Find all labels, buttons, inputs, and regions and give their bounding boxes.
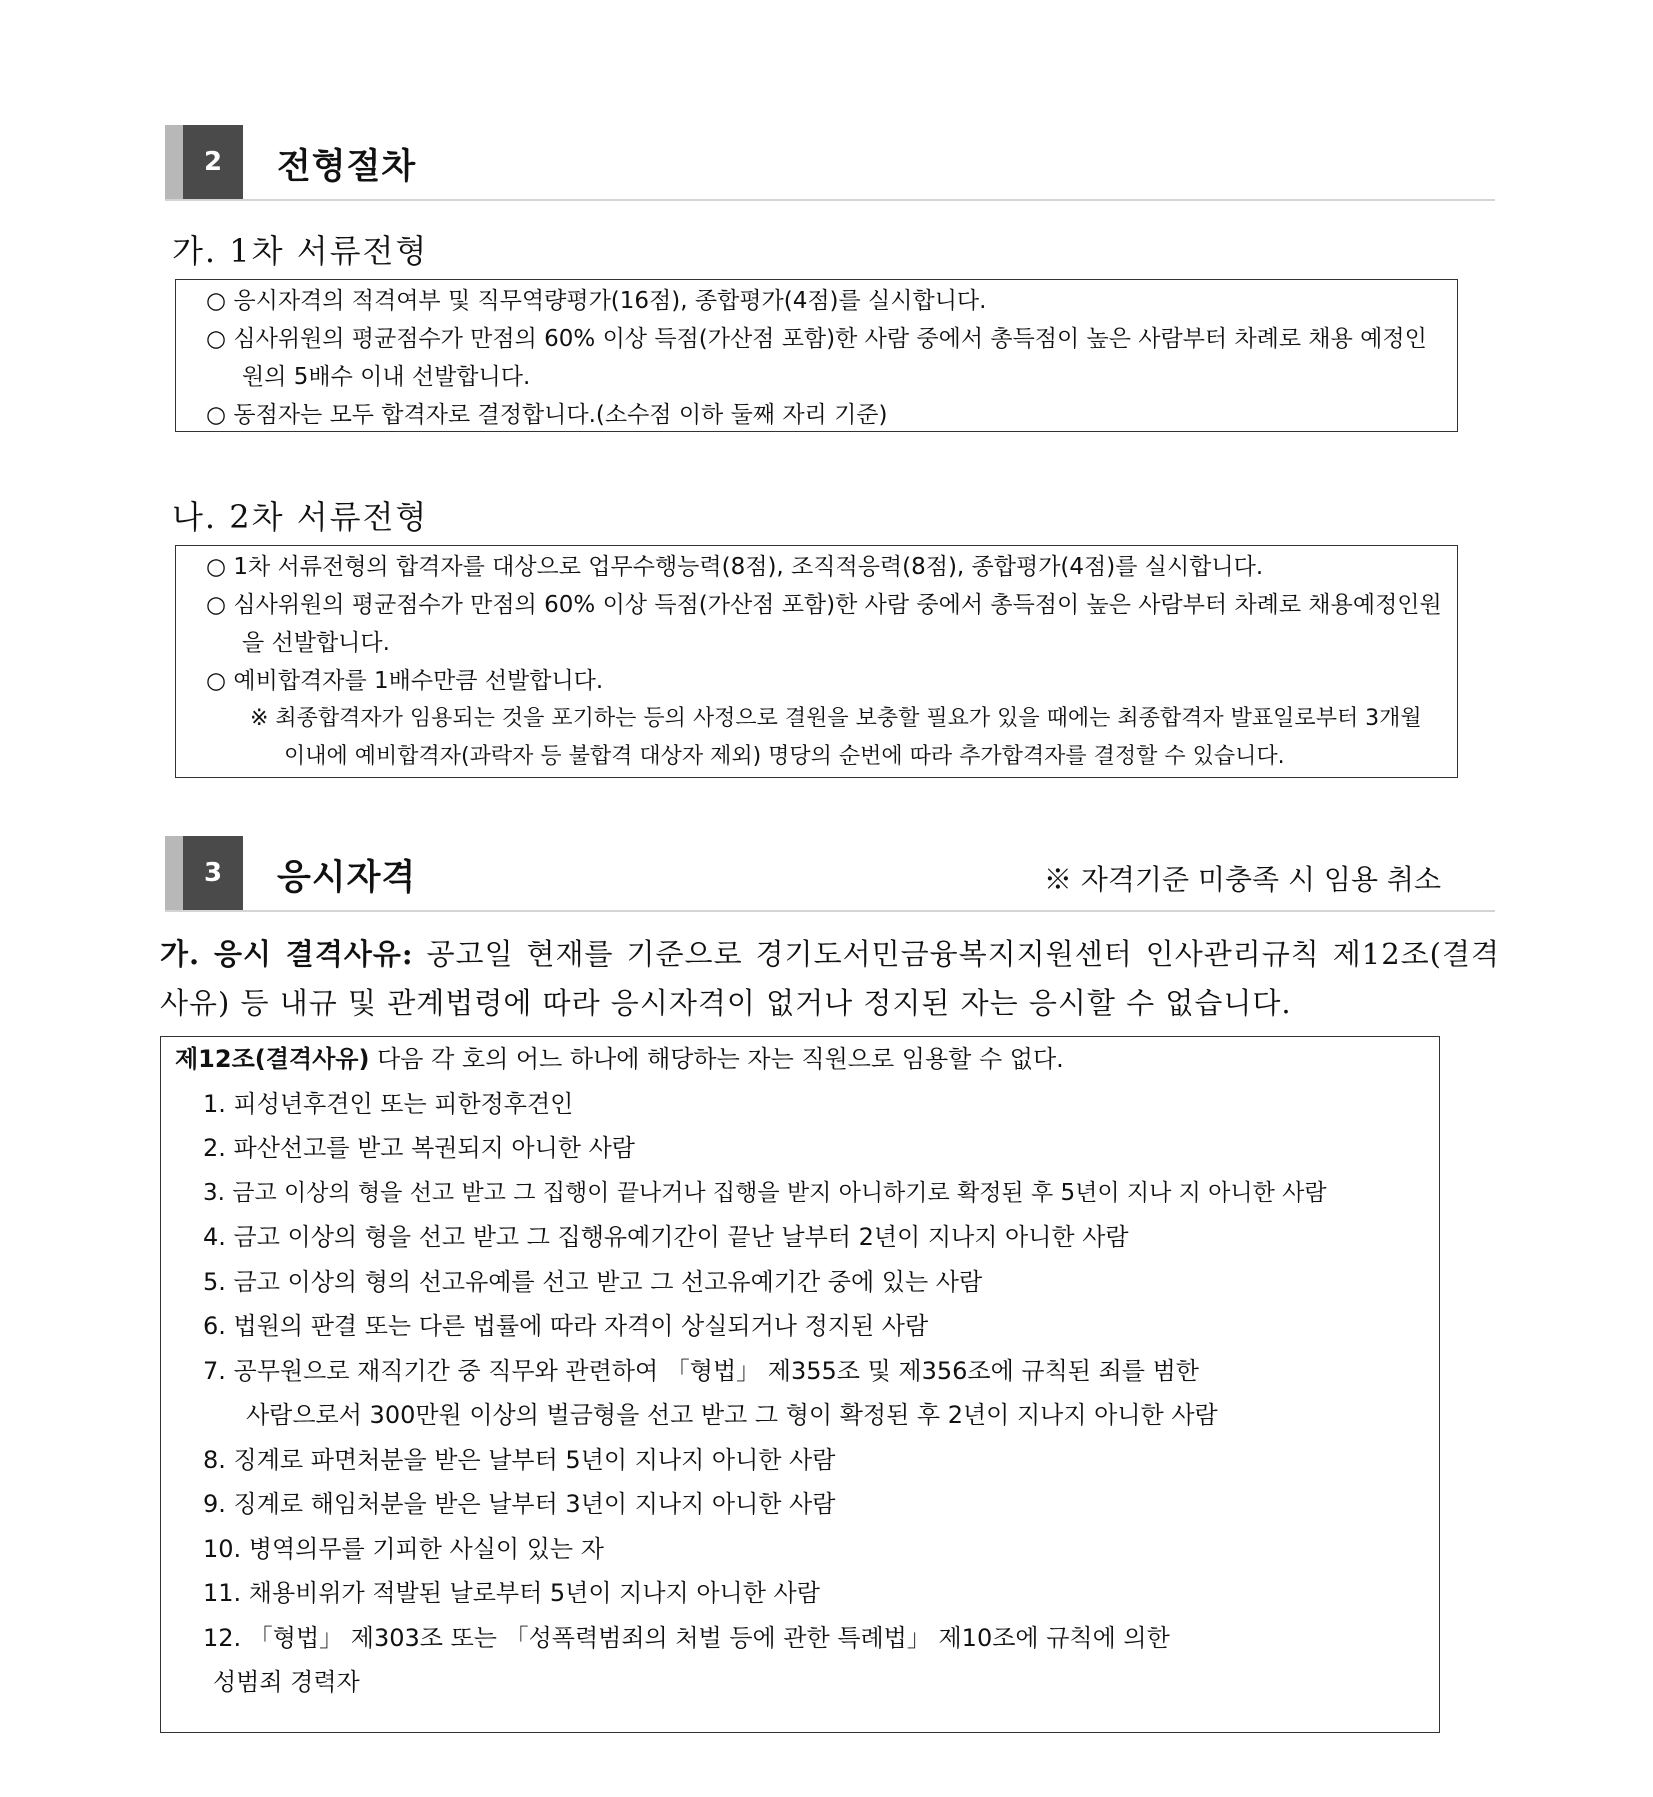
- first-screening-line-2: ○ 심사위원의 평균점수가 만점의 60% 이상 득점(가산점 포함)한 사람 중에서 총득점이 높은 사람부터 차례로 채용 예정인원의 5배수 이내 선발합니다.: [206, 326, 1427, 390]
- article-item-1: 1. 피성년후견인 또는 피한정후견인: [203, 1089, 574, 1118]
- article-12-box: [160, 1036, 1440, 1733]
- second-screening-note: ※ 최종합격자가 임용되는 것을 포기하는 등의 사정으로 결원을 보충할 필요가 있을 때에는 최종합격자 발표일로부터 3개월 이내에 예비합격자(과락자 등 불합격 대상자 제외) 명당의 순번에 따라 추가합격자를 결정할 수 있습니다.: [250, 706, 1422, 769]
- first-screening-line-3: ○ 동점자는 모두 합격자로 결정합니다.(소수점 이하 둘째 자리 기준): [206, 402, 888, 428]
- section-3-title: 응시자격: [277, 858, 417, 898]
- article-item-3: 3. 금고 이상의 형을 선고 받고 그 집행이 끝나거나 집행을 받지 아니하기로 확정된 후 5년이 지나 지 아니한 사람: [203, 1179, 1327, 1206]
- section-2-title: 전형절차: [277, 147, 417, 187]
- article-item-6: 6. 법원의 판결 또는 다른 법률에 따라 자격이 상실되거나 정지된 사람: [203, 1312, 929, 1340]
- first-screening-box: [175, 279, 1458, 432]
- disqualification-paragraph: [160, 930, 1500, 1028]
- second-screening-line-2: ○ 심사위원의 평균점수가 만점의 60% 이상 득점(가산점 포함)한 사람 중에서 총득점이 높은 사람부터 차례로 채용예정인원을 선발합니다.: [206, 592, 1442, 656]
- first-screening-line-1: ○ 응시자격의 적격여부 및 직무역량평가(16점), 종합평가(4점)를 실시합니다.: [206, 288, 987, 314]
- article-12-text: 다음 각 호의 어느 하나에 해당하는 자는 직원으로 임용할 수 없다.: [369, 1045, 1064, 1073]
- subhead-second-screening: 나. 2차 서류전형: [172, 498, 429, 536]
- section-3-note: ※ 자격기준 미충족 시 임용 취소: [1043, 863, 1441, 896]
- article-12-heading: [161, 1037, 1429, 1082]
- article-item-4: 4. 금고 이상의 형을 선고 받고 그 집행유예기간이 끝난 날부터 2년이 지나지 아니한 사람: [203, 1223, 1129, 1251]
- article-12-title: 제12조(결격사유): [175, 1045, 370, 1073]
- disqualification-text: 공고일 현재를 기준으로 경기도서민금융복지지원센터 인사관리규칙 제12조(결격사유) 등 내규 및 관계법령에 따라 응시자격이 없거나 정지된 자는 응시할 수 없습니다.: [160, 937, 1500, 1020]
- second-screening-line-3: ○ 예비합격자를 1배수만큼 선발합니다.: [206, 668, 604, 694]
- article-item-7-cont: 사람으로서 300만원 이상의 벌금형을 선고 받고 그 형이 확정된 후 2년이 지나지 아니한 사람: [246, 1401, 1218, 1429]
- article-item-12-cont: 성범죄 경력자: [213, 1668, 360, 1696]
- section-2-header: [165, 125, 1495, 201]
- section-3-number: 3: [165, 836, 243, 910]
- article-item-9: 9. 징계로 해임처분을 받은 날부터 3년이 지나지 아니한 사람: [203, 1490, 836, 1518]
- article-item-2: 2. 파산선고를 받고 복권되지 아니한 사람: [203, 1134, 635, 1162]
- second-screening-box: [175, 545, 1458, 778]
- article-item-10: 10. 병역의무를 기피한 사실이 있는 자: [203, 1534, 604, 1563]
- article-item-11: 11. 채용비위가 적발된 날로부터 5년이 지나지 아니한 사람: [203, 1579, 820, 1607]
- section-3-rule: [165, 910, 1495, 912]
- disqualification-lead: 가. 응시 결격사유:: [160, 937, 414, 971]
- subhead-first-screening: 가. 1차 서류전형: [172, 232, 429, 270]
- section-2-number: 2: [165, 125, 243, 199]
- article-item-8: 8. 징계로 파면처분을 받은 날부터 5년이 지나지 아니한 사람: [203, 1445, 836, 1474]
- second-screening-line-1: ○ 1차 서류전형의 합격자를 대상으로 업무수행능력(8점), 조직적응력(8점), 종합평가(4점)를 실시합니다.: [206, 554, 1264, 580]
- article-item-12: 12. 「형법」 제303조 또는 「성폭력범죄의 처벌 등에 관한 특례법」 제10조에 규칙에 의한: [203, 1623, 1170, 1652]
- section-3-header: [165, 836, 1495, 912]
- article-item-7: 7. 공무원으로 재직기간 중 직무와 관련하여 「형법」 제355조 및 제356조에 규칙된 죄를 범한: [203, 1356, 1199, 1385]
- article-item-5: 5. 금고 이상의 형의 선고유예를 선고 받고 그 선고유예기간 중에 있는 사람: [203, 1267, 983, 1296]
- section-2-rule: [165, 199, 1495, 201]
